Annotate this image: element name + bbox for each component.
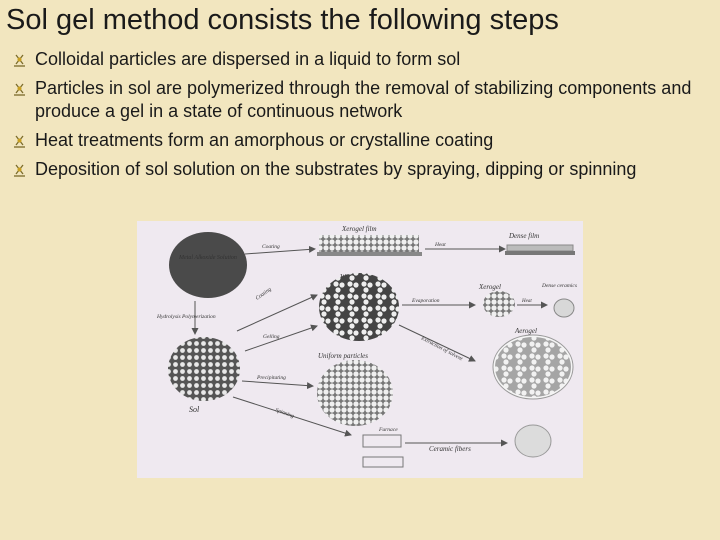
- xerogel-film-label: Xerogel film: [342, 225, 377, 233]
- sol-label: Sol: [189, 405, 200, 414]
- xerogel-circle: [483, 291, 515, 317]
- dense-ceramics-label: Dense ceramics: [542, 283, 577, 289]
- bullet-item: [12, 48, 717, 71]
- bullet-item: [12, 158, 717, 181]
- wet-gel-circle: [319, 273, 399, 341]
- furnace-label: Furnace: [379, 427, 398, 433]
- slide-title: Sol gel method consists the following steps: [6, 4, 559, 36]
- furnace-box: [363, 435, 401, 447]
- bullet-text: Colloidal particles are dispersed in a liquid to form sol: [35, 49, 461, 69]
- star-bullet-icon: [12, 133, 27, 148]
- bullet-text: Deposition of sol solution on the substrates by spraying, dipping or spinning: [35, 159, 637, 179]
- hydrolysis-label: Hydrolysis Polymerization: [157, 314, 216, 320]
- gelling-label: Gelling: [263, 334, 280, 340]
- spinning-label: Spinning: [274, 407, 295, 420]
- solution-circle: [169, 232, 247, 298]
- dense-ceramics-circle: [554, 299, 574, 317]
- extraction-label: Extraction of solvent: [420, 335, 464, 363]
- solution-label: Metal Alkoxide Solution: [179, 255, 237, 261]
- bullet-text: Particles in sol are polymerized through the removal of stabilizing components and produce a gel in a state of continuous network: [35, 78, 692, 121]
- xerogel-label: Xerogel: [479, 283, 501, 291]
- fiber-circle: [515, 425, 551, 457]
- bullet-item: [12, 77, 717, 123]
- bullet-text: Heat treatments form an amorphous or crystalline coating: [35, 130, 494, 150]
- xerogel-film: [319, 235, 419, 253]
- aerogel-label: Aerogel: [515, 327, 537, 335]
- uniform-particles-circle: [317, 360, 393, 426]
- coating2-label: Coating: [254, 286, 273, 302]
- star-bullet-icon: [12, 162, 27, 177]
- ceramic-fibers-label: Ceramic fibers: [429, 445, 471, 453]
- coating-label: Coating: [262, 244, 280, 250]
- star-bullet-icon: [12, 81, 27, 96]
- heat-label: Heat: [435, 242, 446, 248]
- evaporation-label: Evaporation: [412, 298, 440, 304]
- dense-film-label: Dense film: [509, 232, 540, 240]
- sol-gel-process-figure: [137, 221, 583, 478]
- precipitating-label: Precipitating: [257, 375, 286, 381]
- heat2-label: Heat: [522, 299, 532, 304]
- bullet-item: [12, 129, 717, 152]
- uniform-particles-label: Uniform particles: [318, 352, 368, 360]
- star-bullet-icon: [12, 52, 27, 67]
- bullet-list: [12, 48, 717, 187]
- sol-circle: [168, 337, 240, 401]
